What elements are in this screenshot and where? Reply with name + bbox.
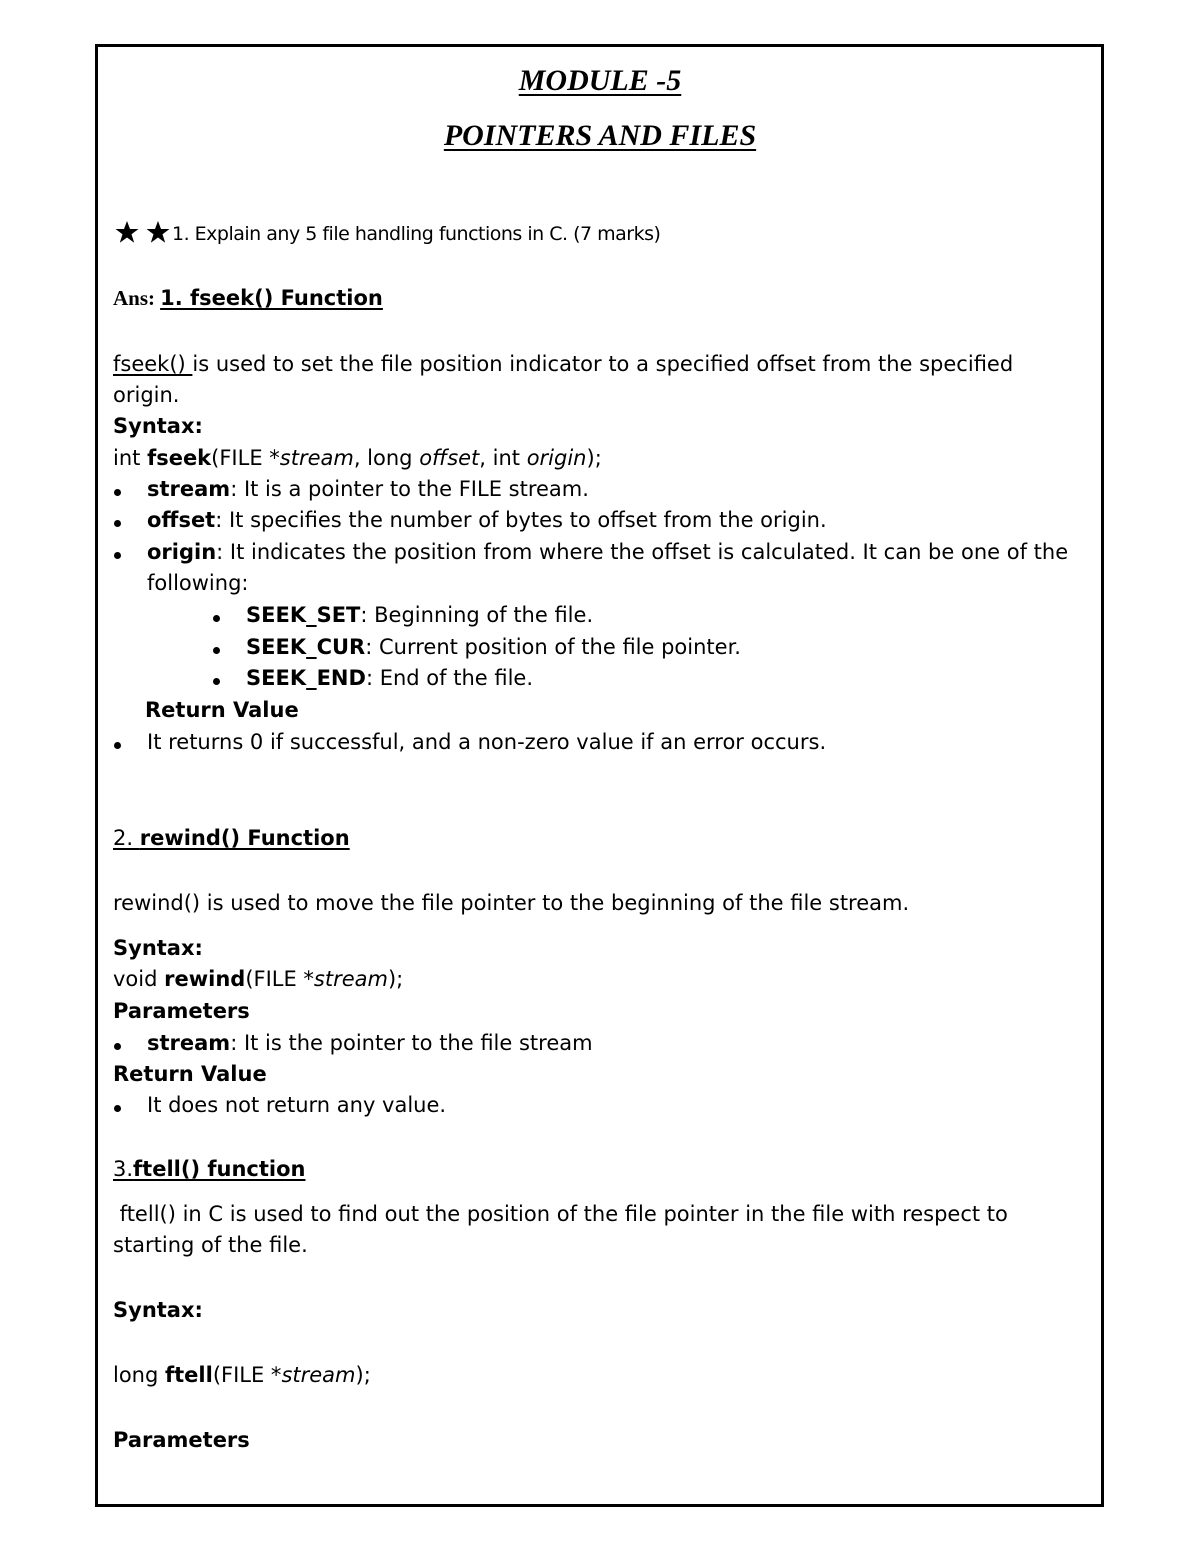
answer-heading-line [113, 286, 383, 311]
answer-label: Ans: [113, 286, 156, 310]
param-origin-cont: following: [147, 571, 249, 595]
bullet [213, 678, 220, 685]
ftell-heading: 3.ftell() function [113, 1157, 306, 1181]
star-icon [115, 220, 139, 244]
fseek-desc-text: is used to set the file position indicator to a specified offset from the specified [192, 352, 1014, 376]
bullet [213, 647, 220, 654]
rewind-syntax: void rewind(FILE *stream); [113, 967, 404, 991]
rewind-description: rewind() is used to move the file pointer to the beginning of the file stream. [113, 891, 910, 915]
rewind-param-stream: stream: It is the pointer to the file stream [147, 1031, 593, 1055]
param-stream: stream: It is a pointer to the FILE stream. [147, 477, 589, 501]
question-text: 1. Explain any 5 file handling functions in C. (7 marks) [172, 223, 661, 245]
origin-seek-set: SEEK_SET: Beginning of the file. [246, 603, 594, 627]
bullet [213, 615, 220, 622]
bullet [114, 520, 121, 527]
ftell-heading-num: 3. [113, 1157, 134, 1181]
bullet [114, 489, 121, 496]
rewind-return-label: Return Value [113, 1062, 267, 1086]
bullet [114, 552, 121, 559]
bullet [114, 1105, 121, 1112]
origin-seek-cur: SEEK_CUR: Current position of the file pointer. [246, 635, 741, 659]
page-border [95, 44, 1104, 1507]
rewind-heading: 2. rewind() Function [113, 826, 350, 850]
module-title: MODULE -5 [518, 64, 682, 97]
module-subtitle: POINTERS AND FILES [443, 119, 757, 152]
fseek-return-label: Return Value [145, 698, 299, 722]
ftell-desc-line1: ftell() in C is used to find out the position of the file pointer in the file with respect to [113, 1202, 1008, 1226]
param-offset: offset: It specifies the number of bytes to offset from the origin. [147, 508, 827, 532]
origin-seek-end: SEEK_END: End of the file. [246, 666, 533, 690]
ftell-desc-line2: starting of the file. [113, 1233, 308, 1257]
bullet [114, 1043, 121, 1050]
rewind-params-label: Parameters [113, 999, 250, 1023]
ftell-syntax: long ftell(FILE *stream); [113, 1363, 371, 1387]
bullet [114, 742, 121, 749]
param-origin: origin: It indicates the position from where the offset is calculated. It can be one of the [147, 540, 1069, 564]
fseek-term: fseek() [113, 352, 193, 376]
star-icon [146, 220, 170, 244]
fseek-return-text: It returns 0 if successful, and a non-zero value if an error occurs. [147, 730, 827, 754]
fseek-description [113, 349, 1013, 380]
rewind-heading-num: 2. [113, 826, 140, 850]
fseek-heading: 1. fseek() Function [160, 286, 383, 310]
question-line [115, 220, 660, 245]
rewind-return-text: It does not return any value. [147, 1093, 447, 1117]
rewind-syntax-label: Syntax: [113, 936, 203, 960]
fseek-syntax: int fseek(FILE *stream, long offset, int origin); [113, 446, 602, 470]
ftell-syntax-label: Syntax: [113, 1298, 203, 1322]
ftell-params-label: Parameters [113, 1428, 250, 1452]
fseek-desc-line2: origin. [113, 383, 180, 407]
fseek-syntax-label: Syntax: [113, 414, 203, 438]
